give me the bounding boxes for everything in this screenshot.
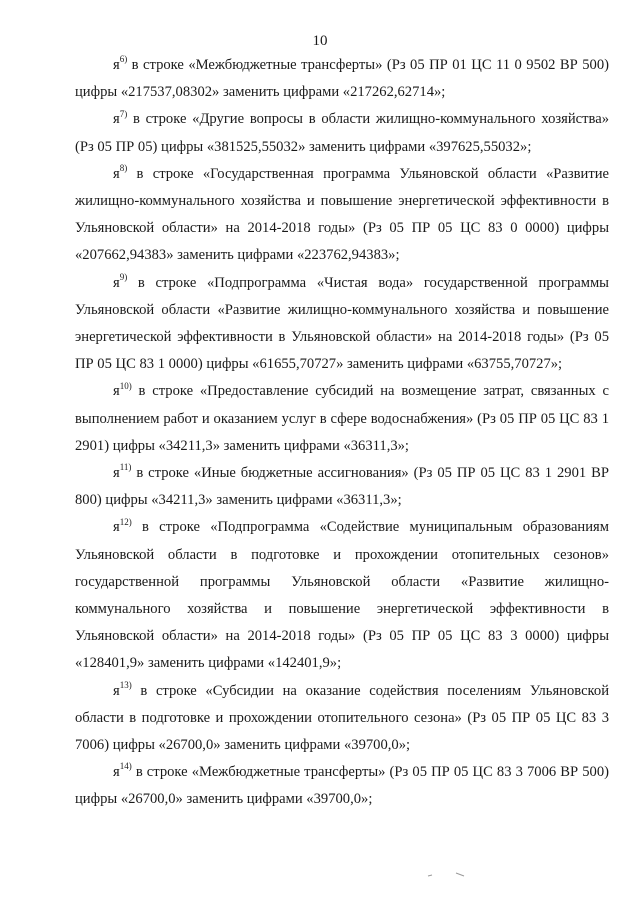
item-number: 7)	[119, 108, 128, 119]
item-text: в строке «Межбюджетные трансферты» (Рз 05 ПР 05 ЦС 83 3 7006 ВР 500) цифры «26700,0» заменить цифрами «39700,0»;	[75, 764, 609, 808]
item-text: в строке «Субсидии на оказание содействия поселениям Ульяновской области в подготовке и прохождении отопительного сезона» (Рз 05 ПР 05 ЦС 83 3 7006) цифры «26700,0» заменить цифрами «39700,0»;	[75, 682, 609, 754]
item-text: в строке «Предоставление субсидий на возмещение затрат, связанных с выполнением работ и оказанием услуг в сфере водоснабжения» (Рз 05 ПР 05 ЦС 83 1 2901) цифры «34211,3» заменить цифрами «36311,3»;	[75, 383, 609, 454]
item-marker: я	[113, 383, 120, 400]
item-marker: я	[113, 465, 120, 482]
item-marker: я	[113, 57, 120, 73]
item-text: в строке «Межбюджетные трансферты» (Рз 05 ПР 01 ЦС 11 0 9502 ВР 500) цифры «217537,08302» заменить цифрами «217262,62714»;	[75, 57, 609, 101]
item-marker: я	[113, 165, 120, 182]
page-number: 10	[312, 33, 328, 49]
amendment-item-8	[75, 161, 609, 270]
item-marker: я	[113, 519, 120, 536]
item-number: 14)	[119, 761, 132, 772]
amendment-item-7	[75, 106, 609, 160]
item-text: в строке «Иные бюджетные ассигнования» (Рз 05 ПР 05 ЦС 83 1 2901 ВР 800) цифры «34211,3» заменить цифрами «36311,3»;	[75, 465, 609, 509]
item-marker: я	[113, 764, 120, 781]
amendment-item-14	[75, 759, 609, 813]
amendment-item-9	[75, 270, 609, 379]
item-number: 6)	[119, 54, 128, 65]
item-marker: я	[113, 111, 120, 128]
item-text: в строке «Подпрограмма «Содействие муниципальным образованиям Ульяновской области в подготовке и прохождении отопительных сезонов» государственной программы Ульяновской области «Развитие жилищно-коммунального хозяйства и повышение энергетической эффективности в Ульяновской области» на 2014-2018 годы» (Рз 05 ПР 05 ЦС 83 3 0000) цифры «128401,9» заменить цифрами «142401,9»;	[75, 519, 609, 672]
amendment-item-10	[75, 378, 609, 460]
item-number: 8)	[119, 162, 128, 173]
item-text: в строке «Другие вопросы в области жилищно-коммунального хозяйства» (Рз 05 ПР 05) цифры «381525,55032» заменить цифрами «397625,55032»;	[75, 111, 609, 155]
scan-artifact-marks	[420, 870, 480, 880]
item-number: 13)	[119, 679, 132, 690]
item-number: 12)	[119, 516, 132, 527]
amendment-item-11	[75, 460, 609, 514]
amendment-item-13	[75, 678, 609, 760]
amendment-item-6	[75, 52, 609, 106]
item-number: 9)	[119, 271, 128, 282]
item-marker: я	[113, 682, 120, 699]
item-number: 11)	[119, 462, 132, 473]
item-marker: я	[113, 274, 120, 291]
amendment-item-12	[75, 514, 609, 677]
document-body	[75, 52, 609, 814]
item-text: в строке «Подпрограмма «Чистая вода» государственной программы Ульяновской области «Развитие жилищно-коммунального хозяйства и повышение энергетической эффективности в Ульяновской области» на 2014-2018 годы» (Рз 05 ПР 05 ЦС 83 1 0000) цифры «61655,70727» заменить цифрами «63755,70727»;	[75, 274, 609, 373]
item-text: в строке «Государственная программа Ульяновской области «Развитие жилищно-коммунального хозяйства и повышение энергетической эффективности в Ульяновской области» на 2014-2018 годы» (Рз 05 ПР 05 ЦС 83 0 0000) цифры «207662,94383» заменить цифрами «223762,94383»;	[75, 165, 609, 264]
item-number: 10)	[119, 380, 132, 391]
